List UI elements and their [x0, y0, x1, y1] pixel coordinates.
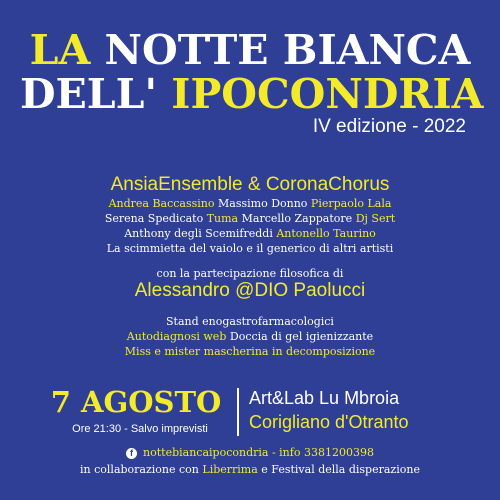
cast-headline: AnsiaEnsemble & CoronaChorus	[110, 174, 390, 195]
title-dell: DELL'	[20, 70, 158, 118]
philosopher-name: Alessandro @DIO Paolucci	[134, 280, 366, 301]
cast-line-4: La scimmietta del vaiolo e il generico di altri artisti	[106, 242, 394, 255]
title-line-1	[20, 28, 480, 72]
title-la: LA	[29, 26, 91, 74]
stand-item: Autodiagnosi web	[126, 330, 227, 343]
facebook-icon: f	[126, 448, 137, 459]
footer-social-text: nottebiancaipocondria - info 3381200398	[143, 446, 374, 459]
cast-name: Andrea Baccassino	[108, 197, 215, 210]
stand-item: Doccia di gel igienizzante	[226, 330, 374, 343]
footer-collab-part: e Festival della disperazione	[257, 463, 420, 476]
footer-collab-part: in collaborazione con	[80, 463, 203, 476]
footer-collab	[0, 462, 500, 477]
cast-name: Tuma	[206, 212, 239, 225]
participation-text: con la partecipazione filosofica di	[156, 267, 344, 280]
stands-block	[0, 314, 500, 359]
cast-name: Anthony degli Scemifreddi	[124, 227, 277, 240]
cast-name: Massimo Donno	[214, 197, 311, 210]
stand-line-2	[0, 329, 500, 344]
cast-name: Dj Sert	[355, 212, 396, 225]
title-ipocondria: IPOCONDRIA	[171, 70, 484, 118]
divider	[237, 388, 239, 436]
cast-name: Marcello Zappatore	[238, 212, 356, 225]
cast-line-2	[0, 211, 500, 226]
title-notte-bianca: NOTTE BIANCA	[104, 26, 471, 74]
event-time: Ore 21:30 - Salvo imprevisti	[72, 423, 208, 435]
cast-name: Antonello Taurino	[276, 227, 376, 240]
cast-block	[0, 174, 500, 256]
stand-line-1: Stand enogastrofarmacologici	[166, 315, 334, 328]
event-date: 7 AGOSTO	[50, 385, 222, 419]
stand-line-3: Miss e mister mascherina in decomposizione	[124, 345, 376, 358]
title-line-2	[20, 70, 484, 118]
footer-social	[0, 445, 500, 460]
event-venue: Art&Lab Lu Mbroia	[249, 388, 400, 408]
edition-label: IV edizione - 2022	[312, 116, 466, 137]
cast-name: Serena Spedicato	[104, 212, 207, 225]
cast-name: Pierpaolo Lala	[310, 197, 392, 210]
cast-line-3	[0, 226, 500, 241]
cast-line-1	[0, 196, 500, 211]
footer-collab-part: Liberrima	[202, 463, 258, 476]
event-town: Corigliano d'Otranto	[249, 412, 409, 432]
